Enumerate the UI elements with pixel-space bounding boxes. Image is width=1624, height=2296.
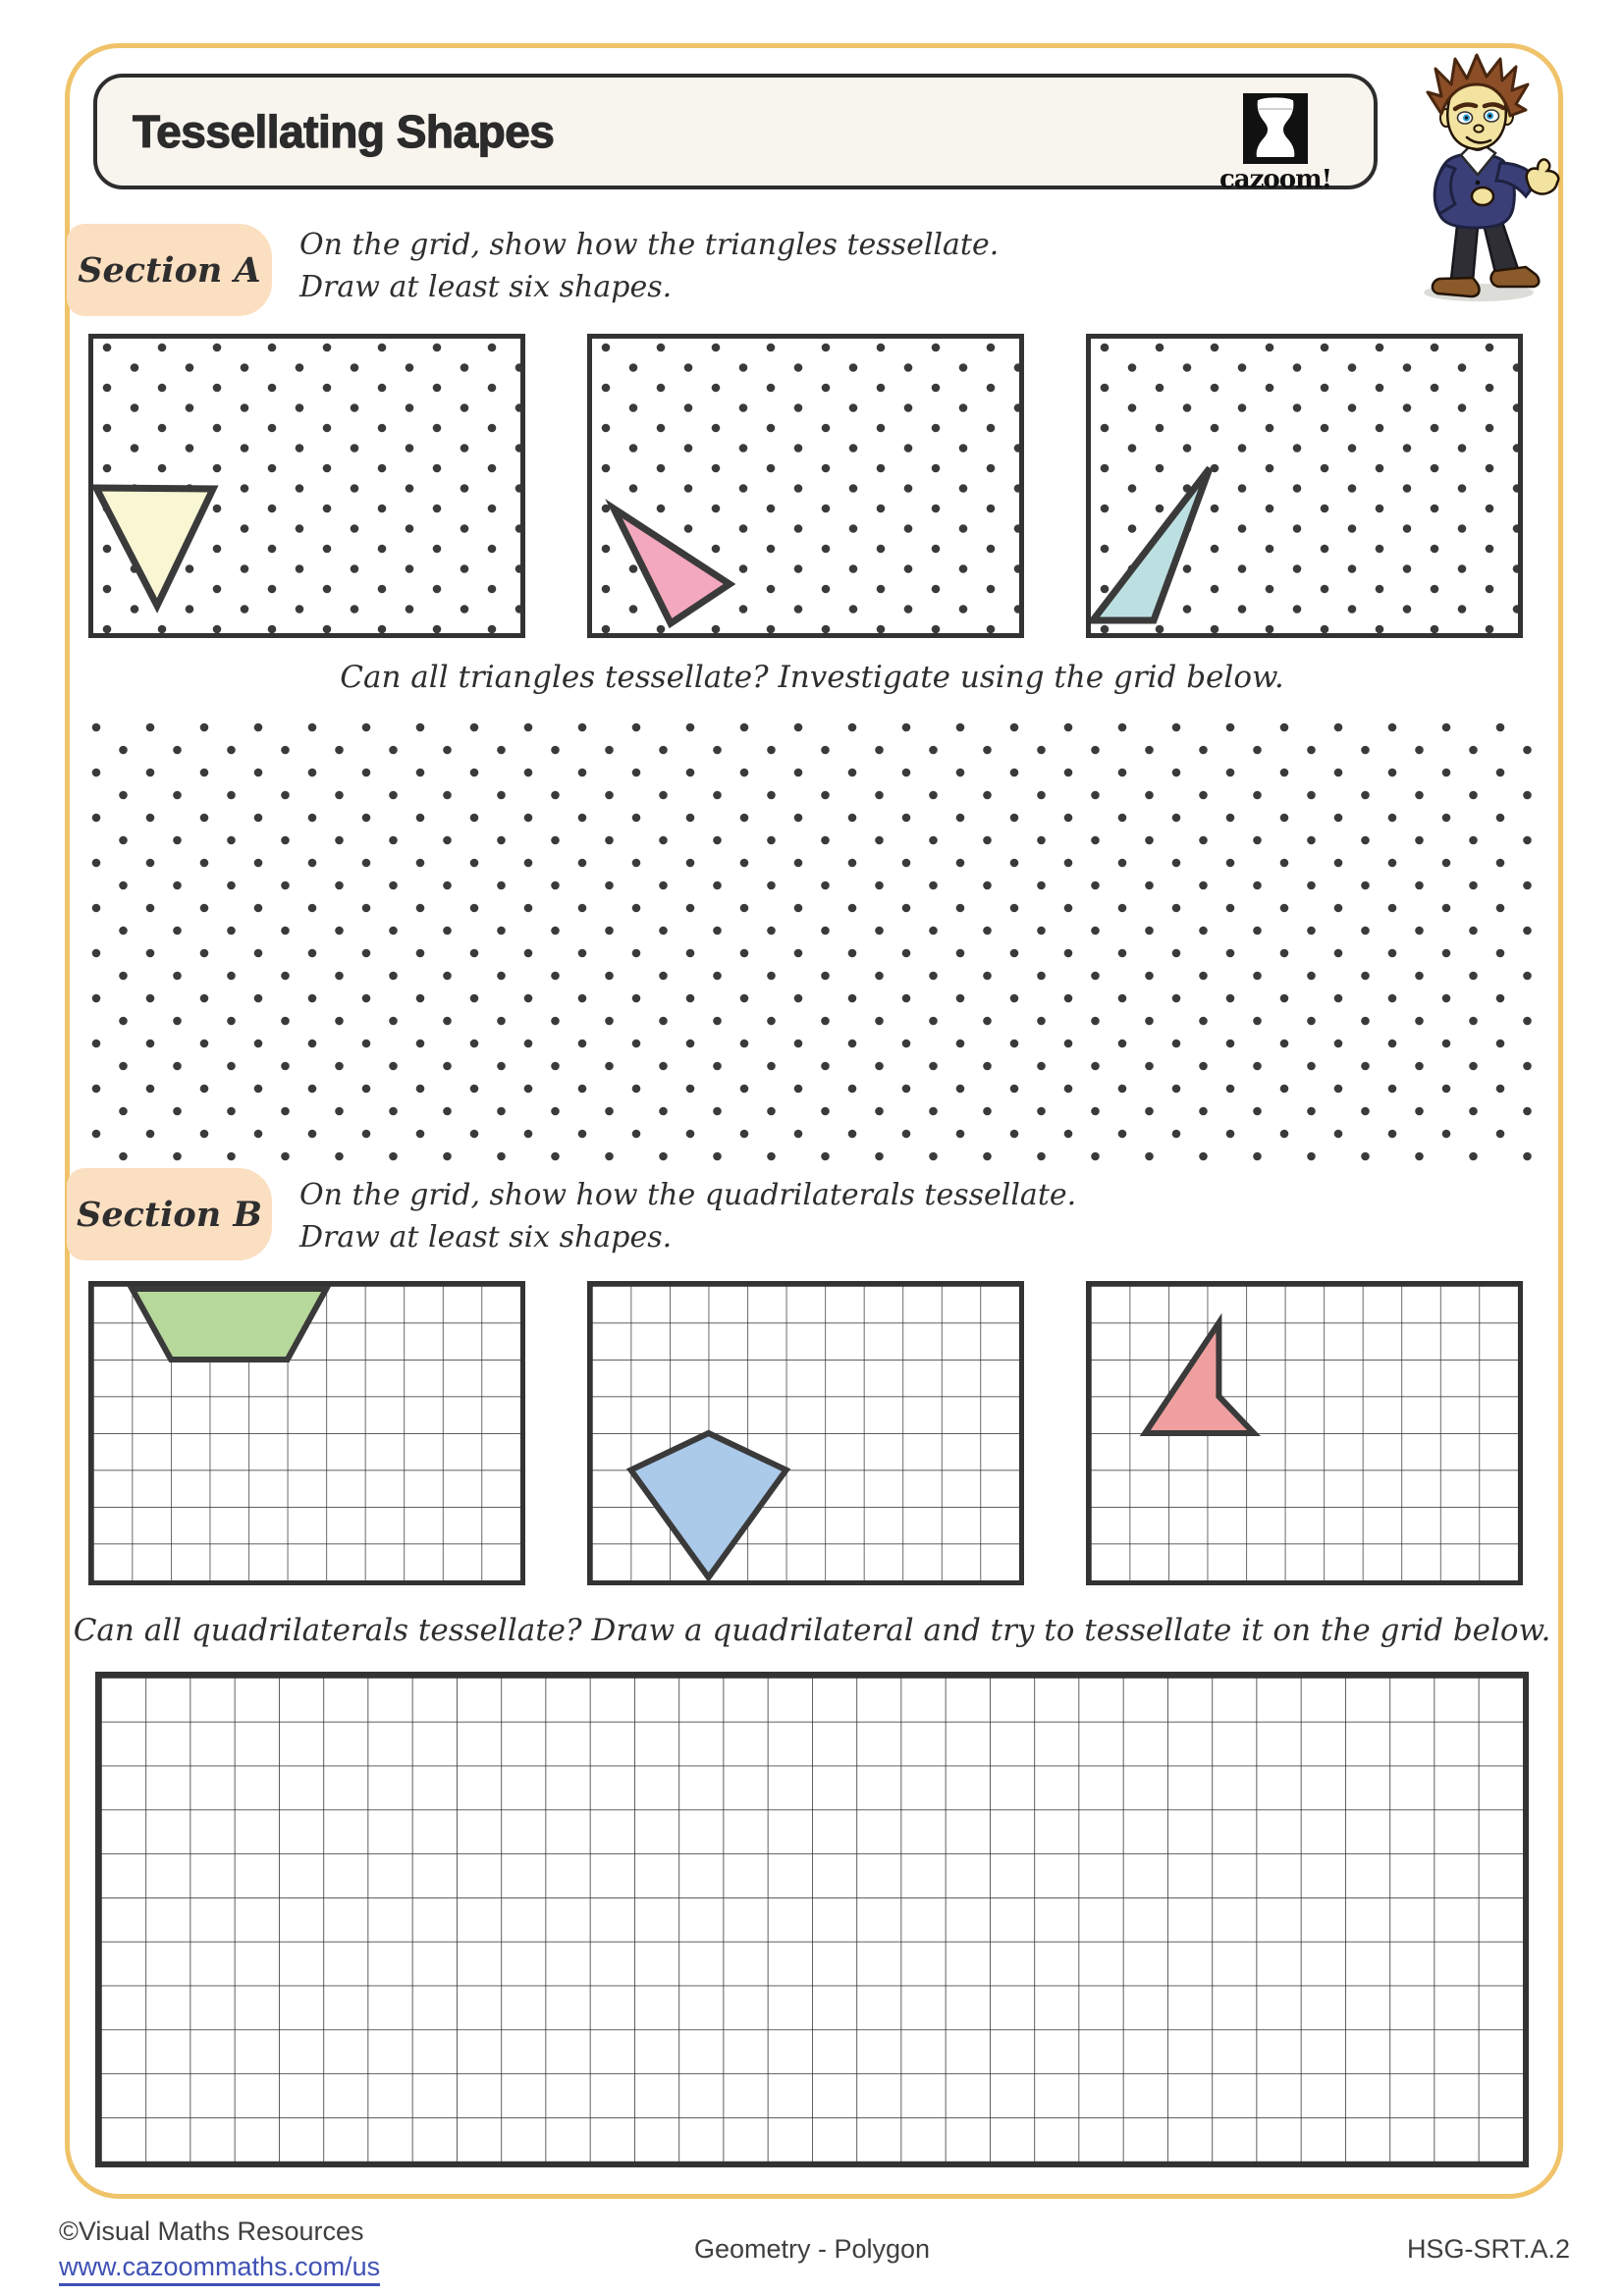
footer-topic: Geometry - Polygon (693, 2234, 931, 2264)
isometric-dot-grid (93, 339, 520, 633)
square-grid (1091, 1286, 1518, 1580)
large-isometric-dot-grid (86, 715, 1538, 1164)
section-b-instruction-line2: Draw at least six shapes. (299, 1220, 673, 1255)
section-a-instruction-line1: On the grid, show how the triangles tessellate. (299, 228, 1000, 262)
section-b-instruction-line1: On the grid, show how the quadrilaterals tessellate. (299, 1178, 1077, 1212)
section-b-label (67, 1168, 272, 1260)
section-a-instruction (299, 224, 999, 308)
square-grid (93, 1286, 520, 1580)
isometric-dot-grid (592, 339, 1019, 633)
footer-website-link[interactable]: www.cazoommaths.com/us (59, 2252, 380, 2286)
square-grid (592, 1286, 1019, 1580)
page-title: Tessellating Shapes (133, 106, 555, 157)
square-grid (101, 1678, 1523, 2162)
cazoom-logo-text: cazoom! (1218, 165, 1332, 194)
footer-copyright: ©Visual Maths Resources (59, 2216, 364, 2246)
djembe-drum-icon (1243, 93, 1308, 164)
header (93, 74, 1378, 194)
triangle-dot-grid-box-1 (88, 334, 525, 638)
section-a-prompt: Can all triangles tessellate? Investigate using the grid below. (340, 660, 1284, 695)
isometric-dot-grid (1091, 339, 1518, 633)
section-b-instruction (299, 1174, 1076, 1258)
section-a-label-text: Section A (78, 249, 261, 291)
footer-standard-code: HSG-SRT.A.2 (1406, 2234, 1570, 2264)
triangle-dot-grid-box-3 (1086, 334, 1523, 638)
cazoom-logo (1211, 93, 1340, 194)
section-b-prompt: Can all quadrilaterals tessellate? Draw a quadrilateral and try to tessellate it on the grid below. (73, 1613, 1551, 1648)
quad-square-grid-box-1 (88, 1281, 525, 1585)
section-b-label-text: Section B (77, 1194, 262, 1235)
large-square-grid (95, 1672, 1529, 2167)
quad-square-grid-box-2 (587, 1281, 1024, 1585)
quad-square-grid-box-3 (1086, 1281, 1523, 1585)
section-a-instruction-line2: Draw at least six shapes. (299, 270, 673, 304)
triangle-dot-grid-box-2 (587, 334, 1024, 638)
mascot-boy-illustration (1380, 53, 1582, 306)
section-a-label (67, 224, 272, 316)
